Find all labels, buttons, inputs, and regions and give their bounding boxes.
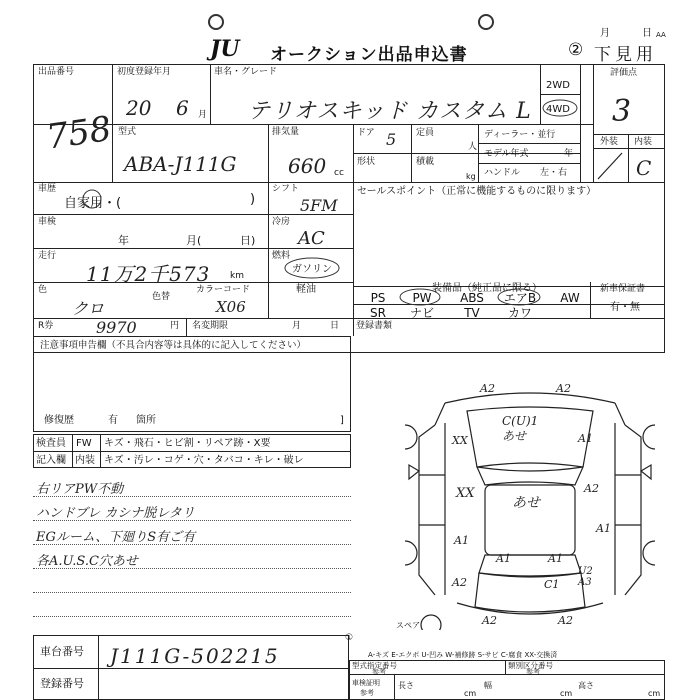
mark-fender-front-left: XX <box>452 434 468 447</box>
equip-pw-circle <box>398 288 444 306</box>
model-label: 型式 <box>118 127 137 137</box>
mark-door-front-left: XX <box>456 486 475 501</box>
width-label: 幅 <box>484 681 492 690</box>
spare-label: スペア <box>396 621 420 630</box>
mark-rear-fender-left: A2 <box>452 576 467 589</box>
repair-place-label: 箇所 <box>136 415 156 426</box>
first-registration-label: 初度登録年月 <box>117 67 172 77</box>
mark-rear-right: A1 <box>548 552 563 565</box>
mark-hood: C(U)1 あせ <box>502 414 539 443</box>
equip-abs: ABS <box>460 291 484 305</box>
first-registration-month-suffix: 月 <box>198 110 208 120</box>
repair-close: ] <box>340 415 344 426</box>
interior-entry-label: 内装 <box>75 455 95 466</box>
lot-number-label: 出品番号 <box>38 67 75 77</box>
inspection-cert-ref: 参考 <box>360 689 374 697</box>
handle-value: 左・右 <box>540 168 568 178</box>
ownership-month: 月 <box>292 321 302 331</box>
registration-number-label: 登録番号 <box>40 677 84 690</box>
interior-items: キズ・汚レ・コゲ・穴・タバコ・キレ・破レ <box>104 455 304 466</box>
mark-roof: あせ <box>512 495 540 511</box>
history-value: 自家用・( <box>64 196 122 211</box>
fuel-label: 燃料 <box>272 251 291 261</box>
length-unit: cm <box>464 689 477 698</box>
mark-front-top-right: A2 <box>556 382 571 395</box>
recycle-value: 9970 <box>96 318 137 337</box>
sales-point-label: セールスポイント（正常に機能するものに限ります） <box>357 186 597 197</box>
door-value: 5 <box>386 130 397 149</box>
lot-number-value: 758 <box>44 108 114 158</box>
ownership-day: 日 <box>330 321 340 331</box>
mark-rear-bumper-left: A2 <box>482 614 497 627</box>
length-label: 長さ <box>398 681 414 690</box>
cooler-value: AC <box>298 228 325 249</box>
registration-docs-label: 登録書類 <box>356 321 393 331</box>
punch-hole-left <box>208 14 224 30</box>
circled-one: ① <box>345 633 354 643</box>
equip-airbag: エアB <box>503 291 537 305</box>
model-year-suffix: 年 <box>564 149 574 159</box>
equip-airbag-circle <box>496 288 544 306</box>
mark-rear-left: A1 <box>496 552 511 565</box>
mark-door-front-right: A2 <box>584 482 599 495</box>
header-day-label: 日 <box>642 28 652 39</box>
inspection-cert-label: 車検証明 <box>352 679 380 687</box>
interior-grade-label: 内装 <box>634 137 653 147</box>
capacity-label: 定員 <box>416 128 435 138</box>
notes-label: 注意事項申告欄（不具合内容等は具体的に記入してください） <box>40 340 307 351</box>
equip-pw: PW <box>412 291 432 305</box>
cooler-label: 冷房 <box>272 217 291 227</box>
color-change-label: 色替 <box>152 292 171 302</box>
recycle-label: R券 <box>38 321 54 331</box>
mark-step-right: A1 <box>596 522 611 535</box>
displacement-value: 660 <box>288 154 327 178</box>
inspection-year: 年 <box>118 234 129 247</box>
drive-2wd: 2WD <box>546 80 570 91</box>
grade-value: 3 <box>612 94 632 129</box>
handle-label: ハンドル <box>484 168 521 178</box>
mark-rear-fender-right: U2 A3 <box>578 566 593 588</box>
model-year-label: モデル年式 <box>484 149 529 159</box>
damage-legend: A-キズ E-エクボ U-凹み W-補修跡 S-サビ C-腐食 XX-交換済 <box>368 651 558 659</box>
mark-tail-center: C1 <box>544 578 560 591</box>
drive-4wd-circle <box>540 98 582 118</box>
equip-tv: TV <box>464 306 480 320</box>
color-code-label: カラーコード <box>196 285 251 295</box>
note-line-4: 各A.U.S.C穴あせ <box>36 554 138 569</box>
repair-history-label: 修復歴 <box>44 415 74 426</box>
yen-label: 円 <box>170 321 180 331</box>
chassis-number-value: J111G-502215 <box>110 644 280 668</box>
class-ref: 参考 <box>526 668 540 676</box>
chassis-number-label: 車台番号 <box>40 645 84 658</box>
inspection-day: 日) <box>240 234 256 247</box>
color-code-value: X06 <box>216 298 246 316</box>
mark-step-left: A1 <box>454 534 469 547</box>
note-line-1: 右リアPW不動 <box>36 482 124 497</box>
equipment-label: 装備品（純正品に限る） <box>432 283 542 294</box>
width-unit: cm <box>560 689 573 698</box>
drive-4wd: 4WD <box>546 104 570 115</box>
first-registration-year: 20 <box>126 96 152 120</box>
fw-items: キズ・飛石・ヒビ割・リペア跡・X要 <box>104 438 271 449</box>
fuel-circle <box>282 256 344 280</box>
logo: JU <box>210 36 240 62</box>
shift-label: シフト <box>272 184 300 194</box>
height-label: 高さ <box>578 681 594 690</box>
equip-ps: PS <box>370 291 386 305</box>
punch-hole-right <box>478 14 494 30</box>
repair-yes: 有 <box>108 415 118 426</box>
mark-fender-front-right: A1 <box>578 432 593 445</box>
kg-label: kg <box>466 172 476 181</box>
header-month-label: 月 <box>600 28 610 39</box>
load-label: 積載 <box>416 157 435 167</box>
history-label: 車歴 <box>38 184 57 194</box>
first-registration-month: 6 <box>176 96 189 120</box>
dealer-label: ディーラー・並行 <box>484 130 556 140</box>
mark-front-top-left: A2 <box>480 382 495 395</box>
checker-label: 検査員 <box>36 438 66 449</box>
height-unit: cm <box>648 689 661 698</box>
displacement-label: 排気量 <box>272 127 300 137</box>
ownership-deadline-label: 名変期限 <box>192 321 229 331</box>
warranty-label: 新車保証書 <box>600 284 646 294</box>
color-label: 色 <box>38 285 48 295</box>
person-label: 人 <box>468 142 478 152</box>
class-number-label: 類別区分番号 <box>508 661 553 670</box>
type-spec-label: 型式指定番号 <box>352 661 397 670</box>
note-line-3: EGルーム、下廻りS有ご有 <box>36 530 196 545</box>
equip-aw: AW <box>560 291 580 305</box>
copy-label: 下見用 <box>594 45 657 65</box>
car-name-label: 車名・グレード <box>214 67 278 77</box>
type-spec-ref: 参考 <box>372 668 386 676</box>
equip-sr: SR <box>370 306 386 320</box>
cc-label: cc <box>334 168 344 178</box>
color-value: クロ <box>72 299 105 318</box>
fuel-gasoline: ガソリン <box>292 264 332 275</box>
header-aa-label: AA <box>656 31 666 39</box>
mileage-value: 11万2千573 <box>86 262 211 286</box>
grade-label: 評価点 <box>610 68 638 78</box>
warranty-value: 有・無 <box>610 302 640 313</box>
exterior-label: 外装 <box>600 137 619 147</box>
history-circle <box>80 188 104 210</box>
shape-label: 形状 <box>357 157 376 167</box>
interior-grade-value: C <box>636 156 652 180</box>
fw-label: FW <box>76 438 92 449</box>
entry-label: 記入欄 <box>36 455 66 466</box>
model-value: ABA-J111G <box>124 152 237 176</box>
mark-rear-bumper-right: A2 <box>558 614 573 627</box>
copy-number: ② <box>568 40 584 60</box>
door-label: ドア <box>357 128 375 138</box>
inspection-label: 車検 <box>38 217 57 227</box>
car-name-value: テリオスキッド カスタム L <box>248 99 532 124</box>
km-label: km <box>230 271 244 281</box>
mileage-label: 走行 <box>38 251 57 261</box>
shift-value: 5FM <box>300 196 338 215</box>
form-title: オークション出品申込書 <box>270 45 468 65</box>
note-line-2: ハンドブレ カシナ脱レタリ <box>36 506 195 521</box>
fuel-diesel: 軽油 <box>296 284 316 295</box>
equip-leather: カワ <box>507 306 532 320</box>
inspection-month: 月( <box>186 234 202 247</box>
exterior-slash <box>594 149 628 182</box>
history-close: ) <box>250 192 256 207</box>
equip-navi: ナビ <box>409 306 434 320</box>
